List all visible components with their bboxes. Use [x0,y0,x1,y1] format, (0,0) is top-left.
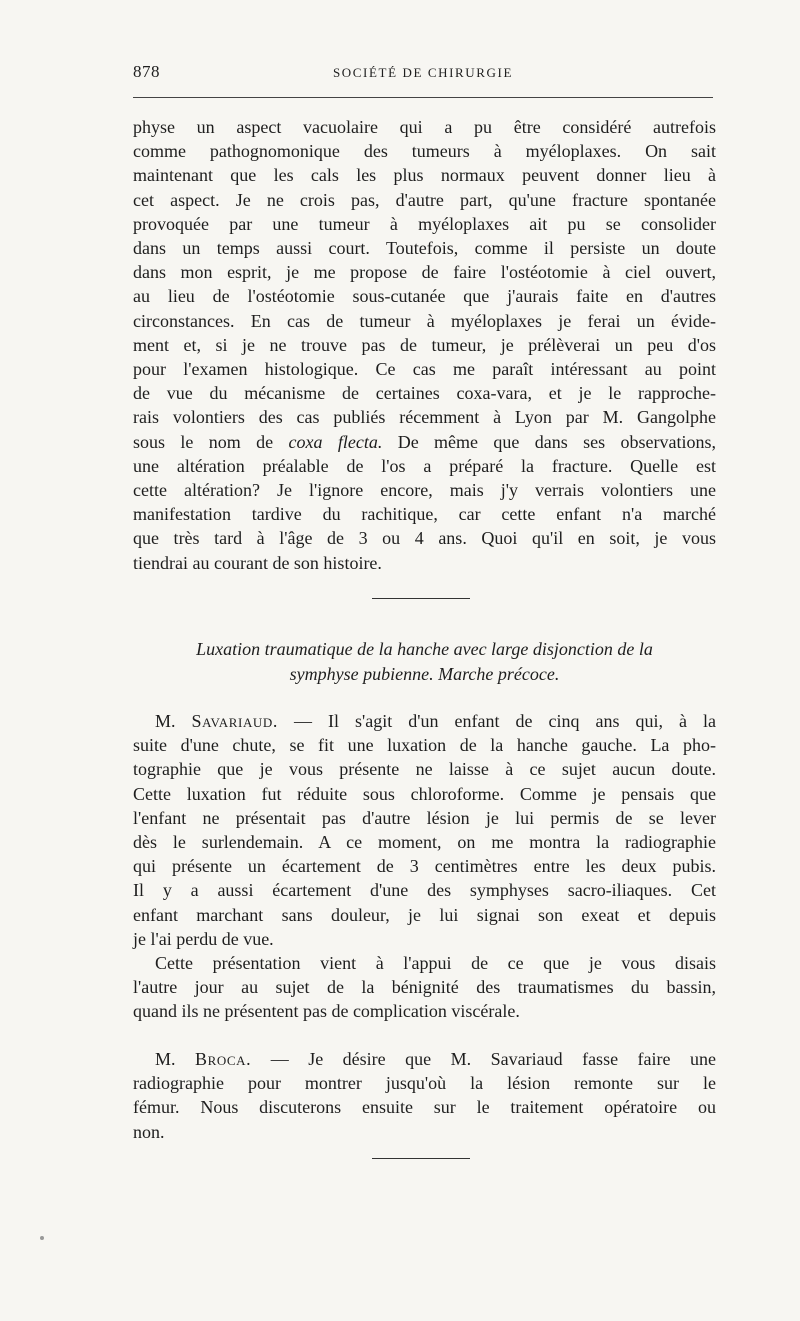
text-fragment: — Je désire que M. Savariaud fasse faire une [251,1049,716,1069]
text-line: Cette luxation fut réduite sous chloroforme. Comme je pensais que [133,783,716,804]
text-line: Cette présentation vient à l'appui de ce que je vous disais [155,953,716,973]
text-line [133,430,716,454]
text-line: physe un aspect vacuolaire qui a pu être considéré autrefois [133,117,716,137]
text-line: Il y a aussi écartement d'une des symphyses sacro-iliaques. Cet [133,880,716,901]
header-bar [133,62,713,86]
text-line: cet aspect. Je ne crois pas, d'autre part, qu'une fracture spontanée [133,189,716,210]
italic-term: coxa flecta. [288,431,383,452]
text-fragment: sous le nom de [133,431,289,452]
section-separator [372,598,470,599]
text-line: au lieu de l'ostéotomie sous-cutanée que j'aurais faite en d'autres [133,286,716,307]
speaker-name: Savariaud. [191,711,279,731]
continuation-paragraph [133,115,716,575]
text-line: radiographie pour montrer jusqu'où la lésion remonte sur le [133,1073,716,1094]
text-line: dès le surlendemain. A ce moment, on me montra la radiographie [133,832,716,853]
text-line: maintenant que les cals les plus normaux peuvent donner lieu à [133,165,716,186]
text-line: tiendrai au courant de son histoire. [133,552,382,573]
text-line: tographie que je vous présente ne laisse à ce sujet aucun doute. [133,759,716,780]
broca-paragraph [133,1047,716,1144]
text-line: fémur. Nous discuterons ensuite sur le traitement opératoire ou [133,1097,716,1118]
speaker-prefix: M. [155,1049,195,1069]
section-title-line: symphyse pubienne. Marche précoce. [289,663,560,684]
text-line: une altération préalable de l'os a préparé la fracture. Quelle est [133,455,716,476]
text-line: quand ils ne présentent pas de complication viscérale. [133,1001,520,1022]
text-line: dans mon esprit, je me propose de faire l'ostéotomie à ciel ouvert, [133,262,716,283]
text-line: rais volontiers des cas publiés récemment à Lyon par M. Gangolphe [133,407,716,428]
text-line: que très tard à l'âge de 3 ou 4 ans. Quoi qu'il en soit, je vous [133,528,716,549]
text-line: qui présente un écartement de 3 centimètres entre les deux pubis. [133,856,716,877]
section-title [133,637,716,686]
text-line: l'autre jour au sujet de la bénignité des traumatismes du bassin, [133,977,716,998]
text-fragment: — Il s'agit d'un enfant de cinq ans qui, à la [278,711,716,731]
text-line: enfant marchant sans douleur, je lui signai son exeat et depuis [133,904,716,925]
presentation-paragraph [133,951,716,1024]
text-line: pour l'examen histologique. Ce cas me paraît intéressant au point [133,359,716,380]
text-line: je l'ai perdu de vue. [133,928,274,949]
running-title: SOCIÉTÉ DE CHIRURGIE [332,65,514,80]
text-line: l'enfant ne présentait pas d'autre lésion je lui permis de se lever [133,807,716,828]
text-line: cette altération? Je l'ignore encore, mais j'y verrais volontiers une [133,480,716,501]
page-number: 878 [133,62,160,81]
section-title-line: Luxation traumatique de la hanche avec large disjonction de la [196,639,653,659]
text-line [133,709,716,733]
text-line: ment et, si je ne trouve pas de tumeur, je prélèverai un peu d'os [133,334,716,355]
text-fragment: De même que dans ses observations, [382,431,716,452]
text-line: suite d'une chute, se fit une luxation de la hanche gauche. La pho- [133,735,716,756]
end-separator [372,1158,470,1159]
paper-speck [40,1236,44,1240]
header-rule [133,97,713,98]
savariaud-paragraph [133,709,716,951]
speaker-name: Broca. [195,1049,252,1069]
text-line: provoquée par une tumeur à myéloplaxes ait pu se consolider [133,213,716,234]
text-line [133,1047,716,1071]
text-line: comme pathognomonique des tumeurs à myéloplaxes. On sait [133,141,716,162]
text-line: de vue du mécanisme de certaines coxa-vara, et je le rapproche- [133,383,716,404]
text-line: manifestation tardive du rachitique, car cette enfant n'a marché [133,504,716,525]
text-line: non. [133,1121,165,1142]
text-line: circonstances. En cas de tumeur à myéloplaxes je ferai un évide- [133,310,716,331]
speaker-prefix: M. [155,711,192,731]
text-line: dans un temps aussi court. Toutefois, comme il persiste un doute [133,238,716,259]
